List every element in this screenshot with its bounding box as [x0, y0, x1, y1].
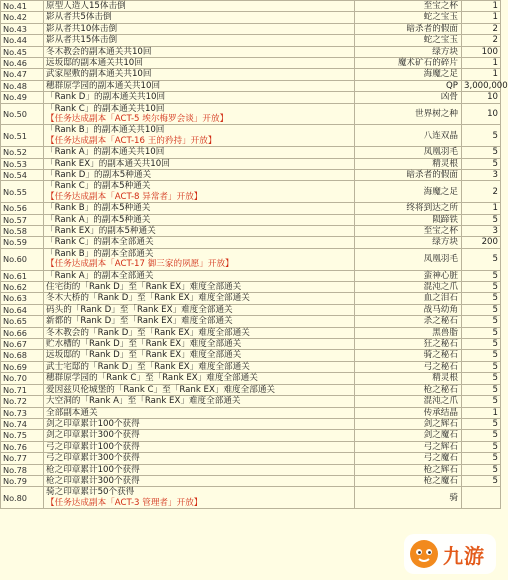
- condition-text: 住宅街的「Rank D」至「Rank EX」难度全部通关: [46, 282, 242, 293]
- row-number: No.58: [1, 226, 44, 237]
- table-row: [1, 46, 501, 57]
- row-number: No.73: [1, 407, 44, 418]
- reward-item: 海魔之足: [355, 181, 462, 203]
- reward-item: 枪之辉石: [355, 464, 462, 475]
- reward-quantity: 1: [462, 12, 501, 23]
- table-row: [1, 125, 501, 147]
- row-number: No.45: [1, 46, 44, 57]
- reward-item: 蛮神心脏: [355, 270, 462, 281]
- row-number: No.66: [1, 327, 44, 338]
- reward-item: 混沌之爪: [355, 396, 462, 407]
- condition-text: 武家屋敷的副本通关共10回: [46, 69, 152, 80]
- row-number: No.47: [1, 69, 44, 80]
- row-condition: [44, 453, 355, 464]
- reward-quantity: 5: [462, 350, 501, 361]
- reward-quantity: 5: [462, 453, 501, 464]
- reward-quantity: 5: [462, 430, 501, 441]
- row-number: No.52: [1, 147, 44, 158]
- condition-text: 码头的「Rank D」至「Rank EX」难度全部通关: [46, 304, 233, 315]
- reward-item: 世界树之种: [355, 103, 462, 125]
- reward-quantity: 5: [462, 339, 501, 350]
- unlock-note: 【任务达成副本「ACT-16 王的矜持」开放】: [46, 135, 217, 146]
- condition-text: 弓之印章累计300个获得: [46, 453, 140, 464]
- row-condition: [44, 158, 355, 169]
- reward-quantity: 5: [462, 464, 501, 475]
- row-number: No.76: [1, 441, 44, 452]
- reward-quantity: 5: [462, 125, 501, 147]
- table-row: [1, 487, 501, 509]
- reward-item: 骑: [355, 487, 462, 509]
- reward-item: 杀之秘石: [355, 316, 462, 327]
- condition-text: 骑之印章累计50个获得: [46, 487, 135, 498]
- row-condition: [44, 304, 355, 315]
- row-number: No.71: [1, 384, 44, 395]
- row-condition: [44, 430, 355, 441]
- row-number: No.70: [1, 373, 44, 384]
- unlock-note: 【任务达成副本「ACT-5 埃尔梅罗会谈」开放】: [46, 114, 229, 125]
- table-row: [1, 147, 501, 158]
- reward-item: 蛇之宝玉: [355, 35, 462, 46]
- reward-item: 传承结晶: [355, 407, 462, 418]
- condition-text: 「Rank EX」的副本5种通关: [46, 226, 156, 237]
- reward-item: 黑兽脂: [355, 327, 462, 338]
- reward-quantity: [462, 487, 501, 509]
- condition-text: 爱因兹贝伦城堡的「Rank C」至「Rank EX」难度全部通关: [46, 384, 276, 395]
- reward-item: 精灵根: [355, 158, 462, 169]
- row-condition: [44, 226, 355, 237]
- reward-quantity: 5: [462, 147, 501, 158]
- condition-text: 「Rank C」的副本全部通关: [46, 237, 154, 248]
- reward-item: 精灵根: [355, 373, 462, 384]
- table-row: [1, 12, 501, 23]
- table-row: [1, 441, 501, 452]
- table-row: [1, 396, 501, 407]
- condition-text: 弓之印章累计100个获得: [46, 441, 140, 452]
- reward-quantity: 3,000,000: [462, 80, 501, 91]
- condition-text: 穗群原学园的「Rank C」至「Rank EX」难度全部通关: [46, 373, 258, 384]
- reward-quantity: 200: [462, 237, 501, 248]
- reward-quantity: 10: [462, 103, 501, 125]
- row-condition: [44, 418, 355, 429]
- jiuyou-logo-icon: [408, 538, 440, 570]
- reward-item: 暗杀者的假面: [355, 23, 462, 34]
- table-row: [1, 293, 501, 304]
- table-row: [1, 418, 501, 429]
- row-condition: [44, 396, 355, 407]
- reward-item: 狂之秘石: [355, 339, 462, 350]
- row-number: No.63: [1, 293, 44, 304]
- table-row: [1, 339, 501, 350]
- reward-item: 绿方块: [355, 237, 462, 248]
- reward-quantity: 5: [462, 396, 501, 407]
- row-number: No.59: [1, 237, 44, 248]
- row-condition: [44, 12, 355, 23]
- reward-item: 剑之辉石: [355, 418, 462, 429]
- table-row: [1, 203, 501, 214]
- unlock-note: 【任务达成副本「ACT-8 异常者」开放】: [46, 191, 203, 202]
- table-row: [1, 270, 501, 281]
- reward-item: 八连双晶: [355, 125, 462, 147]
- reward-quantity: 5: [462, 304, 501, 315]
- row-number: No.54: [1, 170, 44, 181]
- reward-quantity: 5: [462, 158, 501, 169]
- table-row: [1, 214, 501, 225]
- reward-quantity: 100: [462, 46, 501, 57]
- row-condition: [44, 237, 355, 248]
- table-row: [1, 237, 501, 248]
- condition-text: 冬木教会的副本通关共10回: [46, 46, 152, 57]
- reward-item: 蛇之宝玉: [355, 12, 462, 23]
- row-number: No.80: [1, 487, 44, 509]
- table-row: [1, 282, 501, 293]
- reward-item: 枪之魔石: [355, 475, 462, 486]
- table-row: [1, 103, 501, 125]
- row-number: No.57: [1, 214, 44, 225]
- row-number: No.74: [1, 418, 44, 429]
- reward-quantity: 5: [462, 361, 501, 372]
- reward-quantity: 2: [462, 23, 501, 34]
- reward-item: 枪之秘石: [355, 384, 462, 395]
- row-number: No.55: [1, 181, 44, 203]
- table-row: [1, 170, 501, 181]
- row-number: No.79: [1, 475, 44, 486]
- condition-text: 贮水槽的「Rank D」至「Rank EX」难度全部通关: [46, 339, 242, 350]
- table-row: [1, 453, 501, 464]
- condition-text: 影从者共5体击倒: [46, 12, 112, 23]
- reward-item: 弓之秘石: [355, 361, 462, 372]
- reward-quantity: 5: [462, 418, 501, 429]
- row-condition: [44, 46, 355, 57]
- row-condition: [44, 214, 355, 225]
- reward-item: 陨蹄铁: [355, 214, 462, 225]
- table-row: [1, 430, 501, 441]
- reward-item: 暗杀者的假面: [355, 170, 462, 181]
- row-condition: [44, 407, 355, 418]
- row-number: No.61: [1, 270, 44, 281]
- row-condition: [44, 69, 355, 80]
- row-condition: [44, 327, 355, 338]
- row-condition: [44, 80, 355, 91]
- reward-item: 终将到达之所: [355, 203, 462, 214]
- table-row: [1, 361, 501, 372]
- table-row: [1, 475, 501, 486]
- condition-text: 远坂邸的副本通关共10回: [46, 58, 143, 69]
- table-row: [1, 35, 501, 46]
- reward-quantity: 3: [462, 226, 501, 237]
- row-number: No.43: [1, 23, 44, 34]
- table-row: [1, 1, 501, 12]
- table-row: [1, 327, 501, 338]
- row-condition: [44, 350, 355, 361]
- row-condition: [44, 293, 355, 304]
- row-number: No.42: [1, 12, 44, 23]
- row-number: No.77: [1, 453, 44, 464]
- condition-text: 剑之印章累计300个获得: [46, 430, 140, 441]
- table-row: [1, 158, 501, 169]
- condition-text: 冬木教会的「Rank D」至「Rank EX」难度全部通关: [46, 327, 250, 338]
- reward-item: 凶骨: [355, 92, 462, 103]
- reward-item: 凤凰羽毛: [355, 147, 462, 158]
- reward-quantity: 3: [462, 170, 501, 181]
- row-condition: [44, 282, 355, 293]
- reward-item: 海魔之足: [355, 69, 462, 80]
- reward-quantity: 5: [462, 293, 501, 304]
- row-condition: [44, 170, 355, 181]
- reward-quantity: 1: [462, 407, 501, 418]
- condition-text: 枪之印章累计300个获得: [46, 475, 140, 486]
- condition-text: 「Rank D」的副本5种通关: [46, 170, 152, 181]
- row-number: No.67: [1, 339, 44, 350]
- row-condition: [44, 125, 355, 147]
- table-row: [1, 181, 501, 203]
- reward-item: 魔术矿石的碎片: [355, 58, 462, 69]
- reward-item: 剑之魔石: [355, 430, 462, 441]
- row-number: No.72: [1, 396, 44, 407]
- reward-quantity: 5: [462, 270, 501, 281]
- table-row: [1, 373, 501, 384]
- row-number: No.46: [1, 58, 44, 69]
- row-number: No.56: [1, 203, 44, 214]
- table-row: [1, 69, 501, 80]
- condition-text: 影从者共10体击倒: [46, 23, 118, 34]
- table-row: [1, 226, 501, 237]
- row-number: No.69: [1, 361, 44, 372]
- row-number: No.49: [1, 92, 44, 103]
- row-number: No.48: [1, 80, 44, 91]
- row-condition: [44, 475, 355, 486]
- table-row: [1, 92, 501, 103]
- reward-quantity: 5: [462, 441, 501, 452]
- watermark-text: 九游: [443, 543, 485, 568]
- condition-text: 「Rank C」的副本通关共10回: [46, 103, 165, 114]
- row-number: No.62: [1, 282, 44, 293]
- reward-item: QP: [355, 80, 462, 91]
- row-condition: [44, 248, 355, 270]
- table-row: [1, 80, 501, 91]
- row-condition: [44, 316, 355, 327]
- condition-text: 新都的「Rank D」至「Rank EX」难度全部通关: [46, 316, 233, 327]
- row-condition: [44, 92, 355, 103]
- condition-text: 穗群原学园的副本通关共10回: [46, 80, 161, 91]
- row-number: No.41: [1, 1, 44, 12]
- table-row: [1, 304, 501, 315]
- row-condition: [44, 464, 355, 475]
- table-row: [1, 23, 501, 34]
- table-row: [1, 407, 501, 418]
- table-row: [1, 248, 501, 270]
- row-condition: [44, 35, 355, 46]
- row-number: No.60: [1, 248, 44, 270]
- reward-item: 弓之辉石: [355, 441, 462, 452]
- row-condition: [44, 361, 355, 372]
- jiuyou-watermark: [404, 534, 496, 574]
- reward-quantity: 5: [462, 316, 501, 327]
- reward-item: 弓之魔石: [355, 453, 462, 464]
- condition-text: 「Rank EX」的副本通关共10回: [46, 158, 170, 169]
- condition-text: 「Rank A」的副本全部通关: [46, 270, 154, 281]
- row-number: No.75: [1, 430, 44, 441]
- condition-text: 原型人造人15体击倒: [46, 1, 126, 11]
- row-condition: [44, 373, 355, 384]
- condition-text: 枪之印章累计100个获得: [46, 464, 140, 475]
- reward-quantity: 5: [462, 384, 501, 395]
- condition-text: 「Rank B」的副本全部通关: [46, 248, 154, 259]
- unlock-note: 【任务达成副本「ACT-17 御三家的夙愿」开放】: [46, 259, 234, 270]
- reward-item: 至宝之杯: [355, 226, 462, 237]
- table-row: [1, 58, 501, 69]
- reward-quantity: 5: [462, 475, 501, 486]
- row-condition: [44, 270, 355, 281]
- condition-text: 武士宅邸的「Rank D」至「Rank EX」难度全部通关: [46, 361, 250, 372]
- condition-text: 「Rank B」的副本5种通关: [46, 203, 151, 214]
- condition-text: 全部副本通关: [46, 407, 98, 418]
- table-row: [1, 316, 501, 327]
- row-condition: [44, 441, 355, 452]
- reward-quantity: 2: [462, 181, 501, 203]
- condition-text: 大空洞的「Rank A」至「Rank EX」难度全部通关: [46, 396, 241, 407]
- row-number: No.78: [1, 464, 44, 475]
- table-row: [1, 464, 501, 475]
- condition-text: 剑之印章累计100个获得: [46, 418, 140, 429]
- reward-item: 混沌之爪: [355, 282, 462, 293]
- table-row: [1, 384, 501, 395]
- reward-item: 绿方块: [355, 46, 462, 57]
- reward-quantity: 1: [462, 1, 501, 12]
- condition-text: 「Rank D」的副本通关共10回: [46, 92, 166, 103]
- row-condition: [44, 58, 355, 69]
- reward-quantity: 5: [462, 214, 501, 225]
- row-condition: [44, 384, 355, 395]
- table-row: [1, 350, 501, 361]
- reward-quantity: 5: [462, 373, 501, 384]
- row-number: No.51: [1, 125, 44, 147]
- reward-item: 战马幼角: [355, 304, 462, 315]
- row-condition: [44, 487, 355, 509]
- condition-text: 冬木大桥的「Rank D」至「Rank EX」难度全部通关: [46, 293, 250, 304]
- row-condition: [44, 23, 355, 34]
- row-condition: [44, 339, 355, 350]
- condition-text: 「Rank A」的副本通关共10回: [46, 147, 165, 158]
- reward-quantity: 5: [462, 248, 501, 270]
- reward-item: 至宝之杯: [355, 1, 462, 12]
- reward-quantity: 1: [462, 203, 501, 214]
- condition-text: 影从者共15体击倒: [46, 35, 118, 46]
- condition-text: 「Rank A」的副本5种通关: [46, 214, 151, 225]
- condition-text: 「Rank C」的副本5种通关: [46, 181, 151, 192]
- reward-quantity: 1: [462, 58, 501, 69]
- condition-text: 「Rank B」的副本通关共10回: [46, 125, 165, 136]
- reward-quantity: 10: [462, 92, 501, 103]
- reward-table-body: [1, 1, 508, 509]
- condition-text: 远坂邸的「Rank D」至「Rank EX」难度全部通关: [46, 350, 242, 361]
- row-condition: [44, 1, 355, 12]
- reward-item: 血之泪石: [355, 293, 462, 304]
- reward-quantity: 5: [462, 282, 501, 293]
- reward-quantity: 5: [462, 327, 501, 338]
- row-number: No.53: [1, 158, 44, 169]
- row-number: No.44: [1, 35, 44, 46]
- row-number: No.50: [1, 103, 44, 125]
- row-number: No.64: [1, 304, 44, 315]
- row-condition: [44, 103, 355, 125]
- row-number: No.65: [1, 316, 44, 327]
- row-condition: [44, 203, 355, 214]
- reward-quantity: 1: [462, 69, 501, 80]
- reward-item: 骑之秘石: [355, 350, 462, 361]
- row-condition: [44, 147, 355, 158]
- reward-quantity: 2: [462, 35, 501, 46]
- reward-item: 凤凰羽毛: [355, 248, 462, 270]
- row-condition: [44, 181, 355, 203]
- unlock-note: 【任务达成副本「ACT-3 管理者」开放】: [46, 497, 203, 508]
- row-number: No.68: [1, 350, 44, 361]
